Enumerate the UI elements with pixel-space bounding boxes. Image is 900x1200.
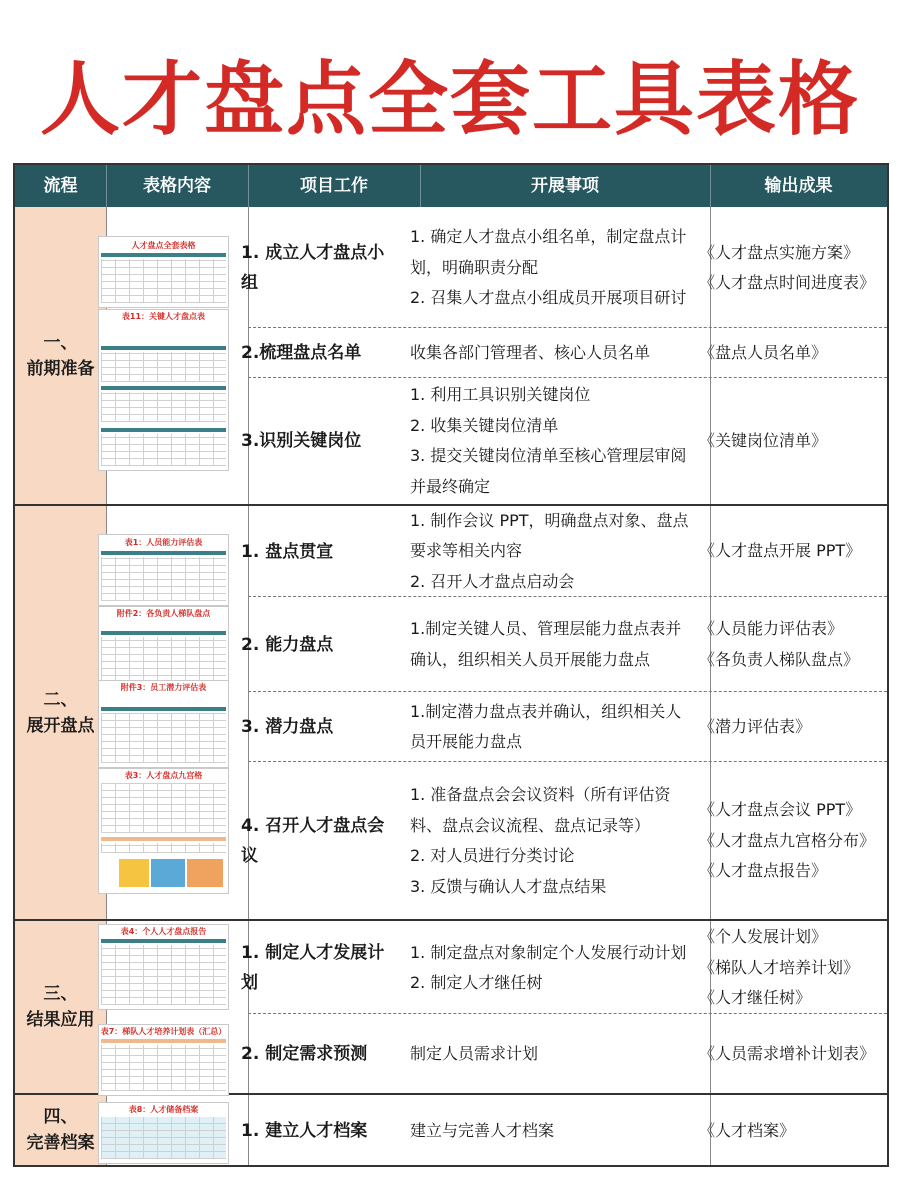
row-10-steps: 建立与完善人才档案 <box>410 1120 555 1140</box>
row-4-steps: 1. 制作会议 PPT，明确盘点对象、盘点要求等相关内容 2. 召开人才盘点启动会 <box>410 510 689 591</box>
phase-cell-2 <box>15 506 106 919</box>
phase-number: 三、 <box>43 984 78 1004</box>
thumbnail-title: 附件3：员工潜力评估表 <box>120 683 207 692</box>
row-6-outputs: 《潜力评估表》 <box>699 716 812 736</box>
thumbnail-talent-archive <box>98 1102 229 1164</box>
row-9-steps: 制定人员需求计划 <box>410 1043 539 1063</box>
row-7-steps: 1. 准备盘点会会议资料（所有评估资料、盘点会议流程、盘点记录等） 2. 对人员进行分类讨论 3. 反馈与确认人才盘点结果 <box>410 785 671 896</box>
phase-number: 二、 <box>43 689 78 710</box>
row-6-work: 3. 潜力盘点 <box>241 717 334 737</box>
phase-name: 前期准备 <box>26 358 95 379</box>
thumbnail-overview-table <box>98 236 229 308</box>
header-table-content: 表格内容 <box>143 176 211 196</box>
thumbnail-title: 人才盘点全套表格 <box>131 241 196 250</box>
row-5-outputs: 《人员能力评估表》 《各负责人梯队盘点》 <box>699 619 860 669</box>
row-10-work: 1. 建立人才档案 <box>241 1121 368 1141</box>
phase-cell-1 <box>15 207 106 504</box>
row-4-outputs: 《人才盘点开展 PPT》 <box>699 541 862 561</box>
row-10-outputs: 《人才档案》 <box>699 1120 796 1140</box>
thumbnail-nine-grid <box>98 768 229 894</box>
phase-cell-4 <box>15 1095 106 1165</box>
row-2-outputs: 《盘点人员名单》 <box>699 342 828 362</box>
row-1-work: 1. 成立人才盘点小组 <box>241 243 385 293</box>
thumbnail-ability-assessment <box>98 534 229 606</box>
phase-cell-3 <box>15 921 106 1093</box>
thumbnail-title: 表1：人员能力评估表 <box>124 538 203 547</box>
thumbnail-title: 表11：关键人才盘点表 <box>121 312 206 321</box>
row-8-steps: 1. 制定盘点对象制定个人发展行动计划 2. 制定人才继任树 <box>410 942 687 992</box>
row-2-steps: 收集各部门管理者、核心人员名单 <box>410 342 651 362</box>
row-3-outputs: 《关键岗位清单》 <box>699 430 828 450</box>
row-4-work: 1. 盘点贯宣 <box>241 541 334 562</box>
row-3-work: 3.识别关键岗位 <box>241 431 362 451</box>
header-project-work: 项目工作 <box>300 176 368 196</box>
row-2-work: 2.梳理盘点名单 <box>241 343 362 363</box>
phase-name: 展开盘点 <box>26 715 95 736</box>
row-7-outputs: 《人才盘点会议 PPT》 《人才盘点九宫格分布》 《人才盘点报告》 <box>699 800 876 881</box>
thumbnail-key-talent-table <box>98 309 229 471</box>
thumbnail-title: 表3：人才盘点九宫格 <box>124 771 203 780</box>
table-header <box>15 165 887 207</box>
thumbnail-training-plan <box>98 1024 229 1096</box>
thumbnail-potential-assessment <box>98 680 229 768</box>
phase-name: 结果应用 <box>26 1010 95 1030</box>
row-8-outputs: 《个人发展计划》 《梯队人才培养计划》 《人才继任树》 <box>699 927 860 1008</box>
thumbnail-title: 表8：人才储备档案 <box>128 1105 199 1114</box>
row-3-steps: 1. 利用工具识别关键岗位 2. 收集关键岗位清单 3. 提交关键岗位清单至核心管理层审阅并最终确定 <box>410 385 687 496</box>
thumbnail-personal-report <box>98 924 229 1010</box>
row-9-work: 2. 制定需求预测 <box>241 1044 368 1064</box>
row-7-work: 4. 召开人才盘点会议 <box>241 816 385 866</box>
row-9-outputs: 《人员需求增补计划表》 <box>699 1043 876 1063</box>
header-process: 流程 <box>43 176 78 196</box>
row-1-steps: 1. 确定人才盘点小组名单，制定盘点计划，明确职责分配 2. 召集人才盘点小组成员开展项目研讨 <box>410 227 687 308</box>
thumbnail-title: 表7：梯队人才培养计划表（汇总） <box>100 1027 227 1036</box>
page-title: 人才盘点全套工具表格 <box>40 53 860 146</box>
thumbnail-title: 附件2：各负责人梯队盘点 <box>116 609 211 618</box>
phase-number: 四、 <box>43 1107 78 1127</box>
phase-name: 完善档案 <box>26 1133 95 1153</box>
row-5-steps: 1.制定关键人员、管理层能力盘点表并确认，组织相关人员开展能力盘点 <box>410 619 682 669</box>
row-8-work: 1. 制定人才发展计划 <box>241 943 385 993</box>
row-1-outputs: 《人才盘点实施方案》 《人才盘点时间进度表》 <box>699 242 876 292</box>
row-6-steps: 1.制定潜力盘点表并确认，组织相关人员开展能力盘点 <box>410 701 682 751</box>
header-outputs: 输出成果 <box>764 176 833 196</box>
phase-number: 一、 <box>43 332 78 353</box>
thumbnail-echelon-inventory <box>98 606 229 688</box>
header-steps: 开展事项 <box>531 176 599 196</box>
row-5-work: 2. 能力盘点 <box>241 634 334 655</box>
thumbnail-title: 表4：个人人才盘点报告 <box>120 927 207 936</box>
